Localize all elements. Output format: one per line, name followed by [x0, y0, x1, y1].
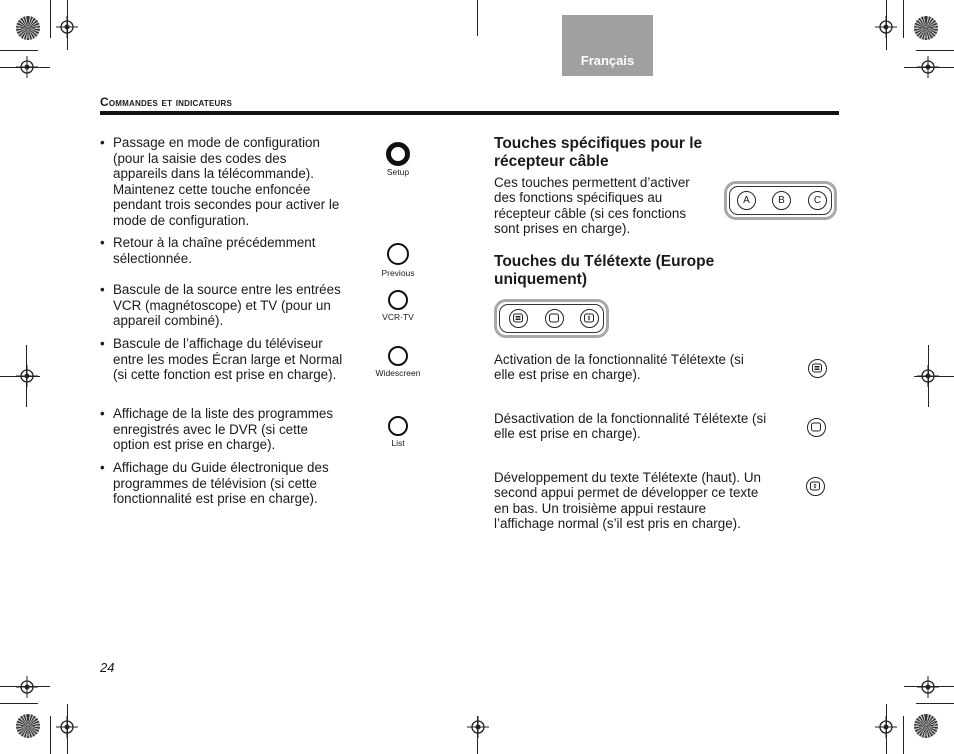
bullet-guide: • Affichage du Guide électronique des programmes de télévision (si cette fonctionnalité est prise en charge).: [100, 460, 344, 507]
previous-button-icon: [387, 243, 409, 265]
bullet-list: • Affichage de la liste des programmes enregistrés avec le DVR (si cette option est prise en charge).: [100, 406, 344, 453]
page-number: 24: [100, 660, 115, 675]
cable-text: Ces touches permettent d’activer des fonctions spécifiques au récepteur câble (si ces fonctions sont prises en charge).: [494, 175, 690, 236]
bullet-previous: • Retour à la chaîne précédemment sélectionnée.: [100, 235, 344, 266]
section-header: Commandes et indicateurs: [100, 95, 232, 109]
registration-mark-icon: [875, 716, 897, 738]
language-tab: [562, 15, 653, 76]
registration-mark-icon: [917, 676, 939, 698]
teletext-heading: Touches du Télétexte (Europe uniquement): [494, 253, 715, 288]
registration-mark-icon: [16, 56, 38, 78]
teletext-off-icon: [807, 418, 826, 437]
bullet-text: Passage en mode de configuration (pour la saisie des codes des appareils dans la télécommande). Maintenez cette touche enfoncée pendant trois secondes pour activer le mode de configuration.: [113, 135, 340, 228]
header-rule: [100, 111, 839, 115]
setup-button-icon: [386, 142, 410, 166]
widescreen-button-label: Widescreen: [375, 368, 421, 378]
color-rosette-icon: [914, 16, 938, 40]
registration-mark-icon: [56, 16, 78, 38]
bullet-text: Retour à la chaîne précédemment sélectionnée.: [113, 235, 316, 266]
registration-mark-icon: [917, 56, 939, 78]
teletext-buttons-panel: [494, 299, 609, 338]
bullet-text: Affichage de la liste des programmes enregistrés avec le DVR (si cette option est prise en charge).: [113, 406, 334, 452]
teletext-off-text: Désactivation de la fonctionnalité Télétexte (si elle est prise en charge).: [494, 411, 767, 442]
teletext-on-icon: [509, 309, 528, 328]
registration-mark-icon: [467, 716, 489, 738]
cable-button-a: A: [737, 191, 756, 210]
registration-mark-icon: [56, 716, 78, 738]
bullet-widescreen: • Bascule de l’affichage du téléviseur entre les modes Écran large et Normal (si cette fonction est prise en charge).: [100, 336, 343, 382]
color-rosette-icon: [914, 714, 938, 738]
list-button-icon: [388, 416, 408, 436]
previous-button-label: Previous: [381, 268, 415, 278]
teletext-expand-icon: [806, 477, 825, 496]
teletext-expand-icon: [580, 309, 599, 328]
teletext-expand-text: Développement du texte Télétexte (haut). Un second appui permet de développer ce texte en bas. Un troisième appui restaure l’affichage normal (s’il est pris en charge).: [494, 470, 761, 531]
vcr-tv-button-label: VCR·TV: [382, 312, 414, 322]
teletext-on-icon: [808, 359, 827, 378]
bullet-text: Bascule de l’affichage du téléviseur entre les modes Écran large et Normal (si cette fonction est prise en charge).: [113, 336, 343, 382]
cable-buttons-panel: [724, 181, 837, 220]
cable-button-c: C: [808, 191, 827, 210]
cable-heading: Touches spécifiques pour le récepteur câble: [494, 135, 703, 170]
setup-button-label: Setup: [386, 167, 410, 177]
language-tab-label: Français: [580, 53, 635, 68]
color-rosette-icon: [16, 16, 40, 40]
bullet-text: Bascule de la source entre les entrées VCR (magnétoscope) et TV (pour un appareil combiné).: [113, 282, 341, 328]
registration-mark-icon: [875, 16, 897, 38]
cable-button-b: B: [772, 191, 791, 210]
teletext-on-text: Activation de la fonctionnalité Télétexte (si elle est prise en charge).: [494, 352, 744, 383]
teletext-off-icon: [545, 309, 564, 328]
vcr-tv-button-icon: [388, 290, 408, 310]
widescreen-button-icon: [388, 346, 408, 366]
registration-mark-icon: [917, 365, 939, 387]
color-rosette-icon: [16, 714, 40, 738]
bullet-text: Affichage du Guide électronique des programmes de télévision (si cette fonctionnalité est prise en charge).: [113, 460, 329, 506]
registration-mark-icon: [16, 676, 38, 698]
registration-mark-icon: [16, 365, 38, 387]
list-button-label: List: [391, 438, 405, 448]
bullet-setup: • Passage en mode de configuration (pour la saisie des codes des appareils dans la télécommande). Maintenez cette touche enfoncée pendant trois secondes pour activer le mode de configuration.: [100, 135, 344, 228]
bullet-vcr-tv: • Bascule de la source entre les entrées VCR (magnétoscope) et TV (pour un appareil combiné).: [100, 282, 344, 329]
